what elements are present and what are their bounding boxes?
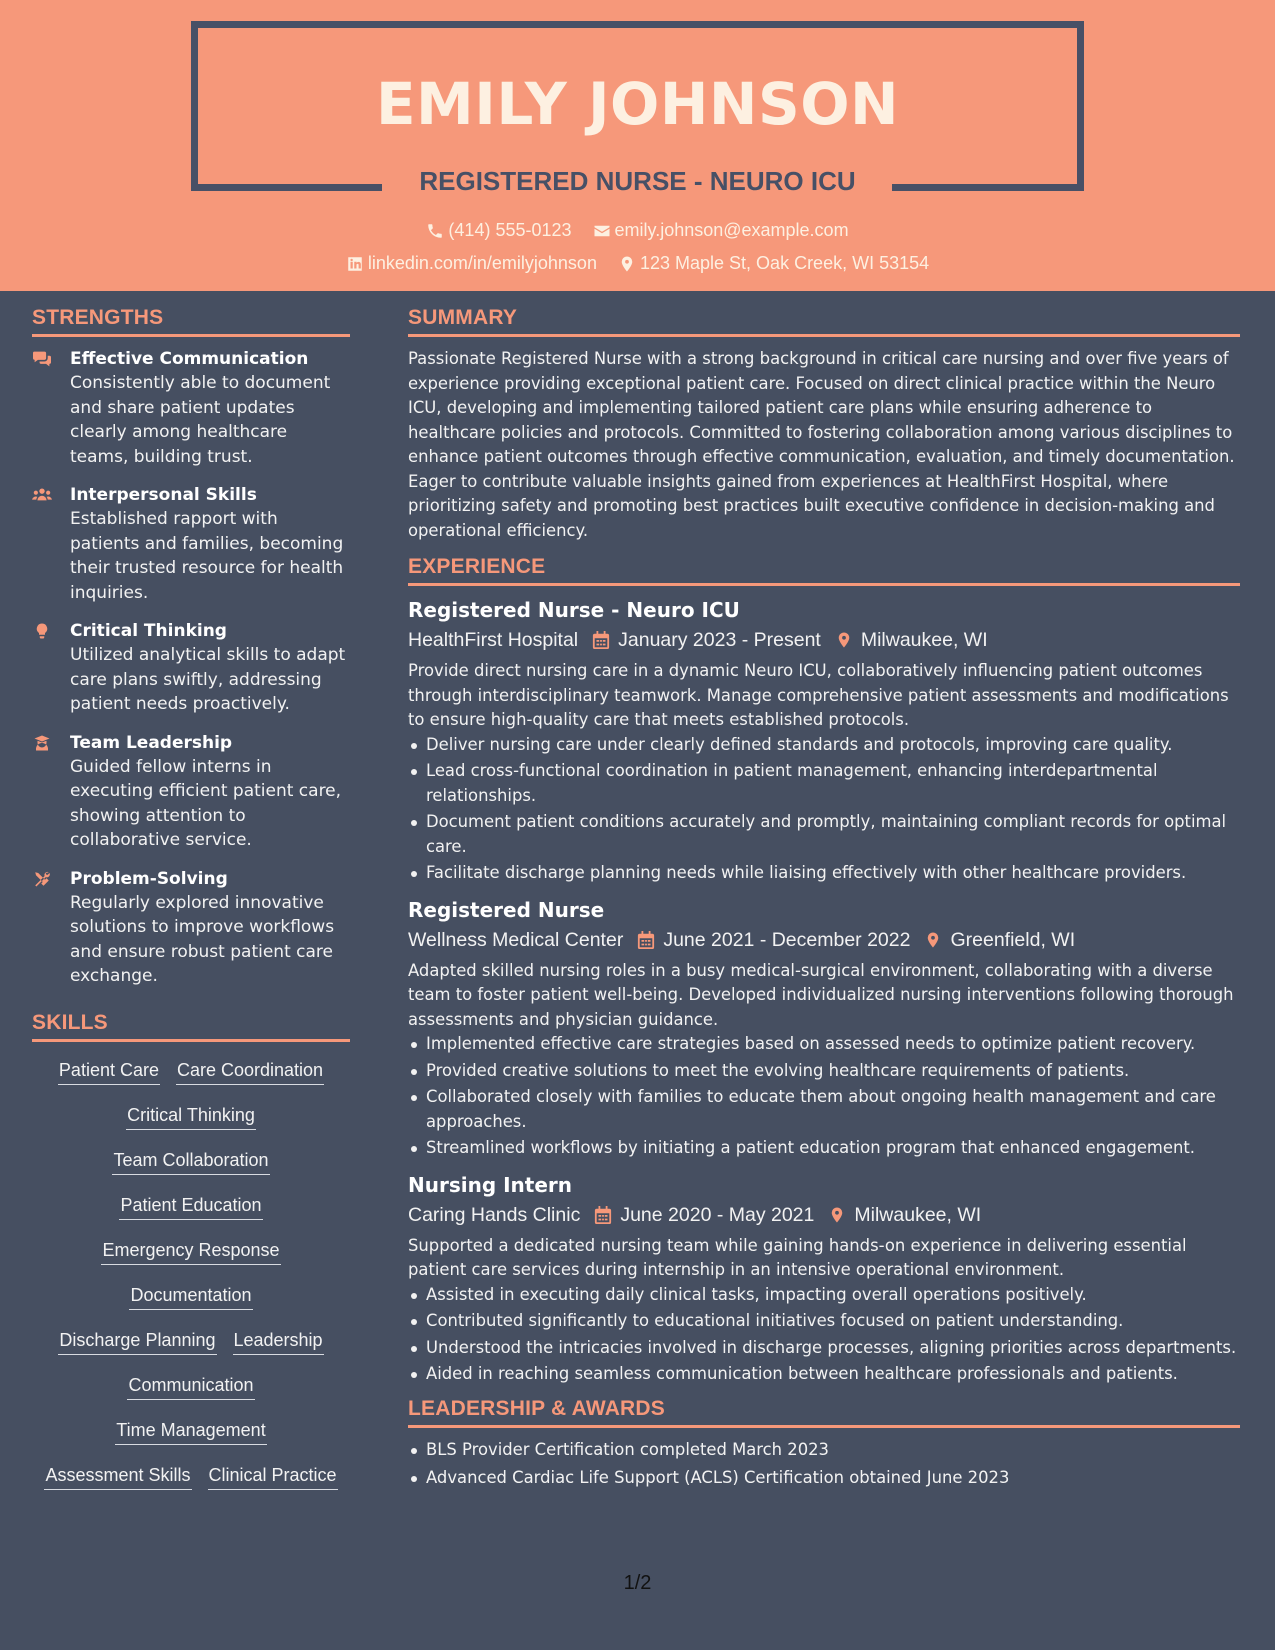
tools-icon bbox=[32, 870, 52, 888]
address-text: 123 Maple St, Oak Creek, WI 53154 bbox=[639, 253, 930, 273]
awards-list bbox=[408, 1436, 1240, 1492]
strength-desc: Guided fellow interns in executing efficient patient care, showing attention to collaborative service. bbox=[70, 756, 342, 850]
job-employer: HealthFirst Hospital bbox=[408, 629, 579, 651]
bullet-item: Implemented effective care strategies based on assessed needs to optimize patient recovery. bbox=[426, 1032, 1240, 1057]
strength-item bbox=[32, 483, 350, 605]
bullet-item: Contributed significantly to educational initiatives focused on patient understanding. bbox=[426, 1309, 1240, 1334]
job-meta bbox=[408, 624, 1240, 656]
bullet-item: Streamlined workflows by initiating a patient education program that enhanced engagement. bbox=[426, 1136, 1240, 1161]
page-indicator: 1/2 bbox=[623, 1572, 652, 1594]
users-icon bbox=[32, 486, 52, 504]
job-bullets bbox=[408, 733, 1240, 886]
skill-tag: Clinical Practice bbox=[208, 1463, 338, 1490]
job-location: Milwaukee, WI bbox=[860, 629, 988, 651]
summary-text: Passionate Registered Nurse with a strong background in critical care nursing and over five years of experience providing exceptional patient care. Focused on direct clinical practice within the Neuro ICU, developing and implementing tailored patient care plans while ensuring adherence to healthcare policies and protocols. Committed to fostering collaboration among various disciplines to enhance patient outcomes through effective communication, evaluation, and timely documentation. Eager to contribute valuable insights gained from experiences at HealthFirst Hospital, where prioritizing safety and promoting best practices built executive confidence in decision-making and operational efficiency. bbox=[408, 349, 1235, 540]
skill-tag: Patient Care bbox=[58, 1058, 160, 1085]
job-location: Greenfield, WI bbox=[950, 928, 1076, 951]
chat-bubbles-icon bbox=[32, 350, 52, 368]
phone-text: (414) 555-0123 bbox=[448, 220, 572, 240]
strength-desc: Consistently able to document and share patient updates clearly among healthcare teams, building trust. bbox=[70, 373, 331, 467]
phone-contact[interactable] bbox=[426, 220, 571, 241]
strengths-heading: STRENGTHS bbox=[32, 306, 350, 337]
skills-heading: SKILLS bbox=[32, 1011, 350, 1042]
linkedin-text: linkedin.com/in/emilyjohnson bbox=[367, 253, 597, 273]
bullet-item: Aided in reaching seamless communication between healthcare professionals and patients. bbox=[426, 1362, 1240, 1387]
map-pin-icon bbox=[924, 930, 942, 950]
skills-row bbox=[32, 1103, 350, 1148]
job-description: Supported a dedicated nursing team while gaining hands-on experience in delivering essential patient care services during internship in an intensive operational environment. bbox=[408, 1235, 1187, 1279]
job-description: Provide direct nursing care in a dynamic Neuro ICU, collaboratively influencing patient outcomes through interdisciplinary teamwork. Manage comprehensive patient assessments and modifications to ensure high-quality care that meets established protocols. bbox=[408, 661, 1229, 729]
strength-item bbox=[32, 731, 350, 853]
job-meta bbox=[408, 1199, 1240, 1231]
skill-tag: Patient Education bbox=[119, 1193, 262, 1220]
job-entry bbox=[408, 596, 1240, 886]
email-text: emily.johnson@example.com bbox=[614, 220, 849, 240]
skill-tag: Leadership bbox=[233, 1328, 324, 1355]
linkedin-icon bbox=[346, 255, 364, 273]
calendar-icon bbox=[592, 630, 610, 650]
skill-tag: Communication bbox=[127, 1373, 254, 1400]
job-bullets bbox=[408, 1032, 1240, 1161]
job-employer: Wellness Medical Center bbox=[408, 928, 624, 951]
graduate-icon bbox=[32, 734, 52, 752]
map-pin-icon bbox=[835, 630, 853, 650]
skills-row bbox=[32, 1238, 350, 1283]
skill-tag: Time Management bbox=[115, 1418, 266, 1445]
award-item: Advanced Cardiac Life Support (ACLS) Certification obtained June 2023 bbox=[426, 1464, 1240, 1492]
skills-row bbox=[32, 1328, 350, 1373]
bullet-item: Collaborated closely with families to educate them about ongoing health management and care approaches. bbox=[426, 1085, 1240, 1134]
award-item: BLS Provider Certification completed March 2023 bbox=[426, 1436, 1240, 1464]
skills-row bbox=[32, 1373, 350, 1418]
strength-title: Problem-Solving bbox=[70, 868, 228, 889]
strength-title: Team Leadership bbox=[70, 732, 233, 753]
contact-row-2 bbox=[0, 253, 1275, 278]
strength-item bbox=[32, 347, 350, 469]
summary-heading: SUMMARY bbox=[408, 306, 1240, 337]
job-dates: June 2020 - May 2021 bbox=[620, 1203, 815, 1226]
map-pin-icon bbox=[828, 1205, 846, 1225]
right-column bbox=[408, 306, 1240, 1492]
contact-row-1 bbox=[0, 220, 1275, 245]
skills-row bbox=[32, 1148, 350, 1193]
address-contact bbox=[618, 253, 929, 274]
linkedin-contact[interactable] bbox=[346, 253, 597, 274]
job-entry bbox=[408, 1171, 1240, 1387]
candidate-name: EMILY JOHNSON bbox=[375, 70, 900, 138]
job-dates: June 2021 - December 2022 bbox=[663, 928, 911, 951]
job-title: REGISTERED NURSE - NEURO ICU bbox=[419, 166, 856, 196]
strength-desc: Established rapport with patients and families, becoming their trusted resource for health inquiries. bbox=[70, 509, 344, 603]
strength-item bbox=[32, 867, 350, 989]
bullet-item: Lead cross-functional coordination in patient management, enhancing interdepartmental relationships. bbox=[426, 759, 1240, 808]
bullet-item: Deliver nursing care under clearly defined standards and protocols, improving care quality. bbox=[426, 733, 1240, 758]
bullet-item: Facilitate discharge planning needs while liaising effectively with other healthcare providers. bbox=[426, 861, 1240, 886]
job-dates: January 2023 - Present bbox=[618, 629, 821, 651]
lightbulb-icon bbox=[32, 622, 52, 640]
strength-title: Effective Communication bbox=[70, 349, 309, 369]
bullet-item: Document patient conditions accurately and promptly, maintaining compliant records for optimal care. bbox=[426, 810, 1240, 859]
email-contact[interactable] bbox=[593, 220, 849, 241]
phone-icon bbox=[426, 222, 444, 240]
job-position: Nursing Intern bbox=[408, 1172, 573, 1197]
bullet-item: Provided creative solutions to meet the evolving healthcare requirements of patients. bbox=[426, 1059, 1240, 1084]
job-location: Milwaukee, WI bbox=[854, 1203, 982, 1226]
awards-section bbox=[408, 1397, 1240, 1492]
skill-tag: Team Collaboration bbox=[112, 1148, 269, 1175]
skill-tag: Care Coordination bbox=[176, 1058, 324, 1085]
job-position: Registered Nurse - Neuro ICU bbox=[408, 598, 740, 622]
skill-tag: Discharge Planning bbox=[58, 1328, 216, 1355]
skills-row bbox=[32, 1463, 350, 1508]
skills-row bbox=[32, 1193, 350, 1238]
skill-tag: Emergency Response bbox=[101, 1238, 280, 1265]
skills-row bbox=[32, 1418, 350, 1463]
awards-heading: LEADERSHIP & AWARDS bbox=[408, 1397, 1240, 1428]
bullet-item: Assisted in executing daily clinical tasks, impacting overall operations positively. bbox=[426, 1283, 1240, 1308]
strength-title: Critical Thinking bbox=[70, 621, 227, 641]
job-description: Adapted skilled nursing roles in a busy medical-surgical environment, collaborating with a diverse team to foster patient well-being. Developed individualized nursing interventions following thorough assessments and physician guidance. bbox=[408, 960, 1234, 1029]
skills-row bbox=[32, 1283, 350, 1328]
skill-tag: Documentation bbox=[129, 1283, 252, 1310]
strength-desc: Regularly explored innovative solutions to improve workflows and ensure robust patient care exchange. bbox=[70, 892, 335, 986]
strength-desc: Utilized analytical skills to adapt care plans swiftly, addressing patient needs proactively. bbox=[70, 645, 346, 714]
calendar-icon bbox=[637, 930, 655, 950]
job-entry bbox=[408, 896, 1240, 1161]
job-bullets bbox=[408, 1283, 1240, 1387]
job-meta bbox=[408, 924, 1240, 956]
bullet-item: Understood the intricacies involved in discharge processes, aligning priorities across departments. bbox=[426, 1336, 1240, 1361]
resume-header bbox=[0, 0, 1275, 291]
envelope-icon bbox=[593, 222, 611, 240]
skills-row bbox=[32, 1058, 350, 1103]
strength-item bbox=[32, 619, 350, 717]
experience-heading: EXPERIENCE bbox=[408, 555, 1240, 586]
skill-tag: Critical Thinking bbox=[126, 1103, 256, 1130]
strength-title: Interpersonal Skills bbox=[70, 485, 257, 505]
skill-tag: Assessment Skills bbox=[44, 1463, 191, 1490]
job-employer: Caring Hands Clinic bbox=[408, 1203, 581, 1226]
skills-list bbox=[32, 1052, 350, 1508]
job-position: Registered Nurse bbox=[408, 897, 605, 922]
calendar-icon bbox=[594, 1205, 612, 1225]
map-pin-icon bbox=[618, 255, 636, 273]
left-column bbox=[32, 306, 350, 1508]
